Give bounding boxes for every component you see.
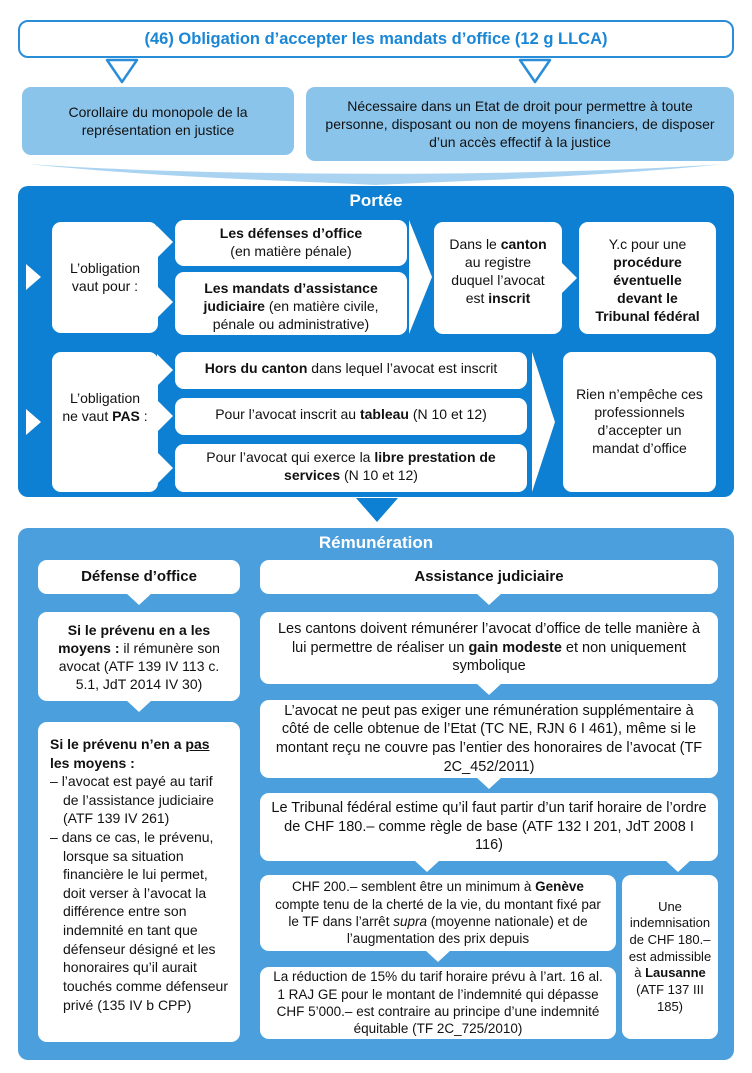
box-prevenu-sans-moyens: [38, 722, 240, 1042]
chevron-down-icon: [476, 777, 502, 789]
box-tarif-horaire: Le Tribunal fédéral estime qu’il faut partir d’un tarif horaire de l’ordre de CHF 180.– comme règle de base (ATF 132 I 201, JdT 2008 I 116): [260, 793, 718, 861]
box-title: Si le prévenu n’en a pas: [50, 736, 210, 752]
title-box: [18, 20, 734, 58]
box-geneve: [260, 875, 616, 951]
chevron-down-icon: [425, 950, 451, 962]
box-geneve-text: CHF 200.– semblent être un minimum à Genève compte tenu de la cherté de la vie, du montant fixé par le TF dans l’arrêt supra (moyenne nationale) et de l’augmentation des prix depuis: [275, 879, 601, 947]
right-triangle-icon: [26, 409, 41, 435]
box-defenses-office: [175, 220, 407, 266]
chevron-down-icon: [476, 593, 502, 605]
box-gain-modeste: Les cantons doivent rémunérer l’avocat d’office de telle manière à lui permettre de réaliser un gain modeste et non uniquement symbolique: [260, 612, 718, 684]
chevron-right-icon: [157, 226, 173, 258]
remuneration-header: Rémunération: [318, 533, 434, 552]
portee-panel: [18, 186, 734, 497]
down-triangle-outline-icon: [105, 58, 139, 84]
big-right-arrow-icon: [532, 352, 555, 492]
chevron-down-icon: [665, 860, 691, 872]
portee-header: Portée: [349, 191, 403, 210]
box-reduction-15: La réduction de 15% du tarif horaire prévu à l’art. 16 al. 1 RAJ GE pour le montant de l’indemnité qui dépasse CHF 5’000.– est contraire au principe d’une indemnité équitable (TF 2C_725/2010): [260, 967, 616, 1039]
box-tribunal-federal: Y.c pour une procédure éventuelle devant le Tribunal fédéral: [579, 222, 716, 334]
rest-text: (en matière civile, pénale ou administrative): [212, 297, 379, 332]
label-obligation-ne-vaut-pas: L’obligation ne vaut PAS :: [52, 352, 158, 492]
chevron-down-icon: [476, 683, 502, 695]
rest-text: (en matière pénale): [230, 243, 352, 259]
intro-left-text: Corollaire du monopole de la représentation en justice: [68, 103, 248, 138]
big-right-arrow-icon: [409, 220, 432, 334]
box-rien-empeche: Rien n’empêche ces professionnels d’accepter un mandat d’office: [563, 352, 716, 492]
intro-box-necessaire: [306, 87, 734, 161]
right-triangle-icon: [26, 264, 41, 290]
down-triangle-outline-icon: [518, 58, 552, 84]
box-hors-canton: Hors du canton dans lequel l’avocat est inscrit: [175, 352, 527, 389]
brace-down-icon: [28, 163, 724, 185]
list-item: – l’avocat est payé au tarif de l’assistance judiciaire (ATF 139 IV 261): [50, 773, 214, 827]
dash-bullet: –: [50, 773, 58, 790]
chevron-down-icon: [126, 700, 152, 712]
box-title-line2: les moyens :: [50, 754, 135, 771]
box-lausanne-text: Une indemnisation de CHF 180.– est admissible à Lausanne (ATF 137 III 185): [628, 898, 712, 1014]
box-canton-inscrit: Dans le canton au registre duquel l’avocat est inscrit: [434, 222, 562, 334]
chevron-right-icon: [157, 452, 173, 484]
box-lausanne: [622, 875, 718, 1039]
chevron-down-icon: [126, 593, 152, 605]
box-tableau: Pour l’avocat inscrit au tableau (N 10 et 12): [175, 398, 527, 435]
list-item: – dans ce cas, le prévenu, lorsque sa situation financière le lui permet, doit verser à l’avocat la différence entre son indemnité en tant que défenseur désigné et les honoraires qu’il aurait touchés comme défenseur privé (135 IV b CPP): [50, 829, 228, 1013]
bold-text: Les défenses d’office: [219, 225, 363, 242]
label-text: L’obligation vaut pour :: [69, 259, 141, 294]
remuneration-panel: [18, 528, 734, 1060]
header-defense-office: Défense d’office: [38, 560, 240, 594]
box-libre-prestation: Pour l’avocat qui exerce la libre prestation de services (N 10 et 12): [175, 444, 527, 492]
chevron-right-icon: [561, 262, 577, 294]
bold-text: Les mandats d’assistance judiciaire: [203, 280, 378, 314]
box-mandats-assistance: [175, 272, 407, 335]
chevron-right-icon: [157, 286, 173, 318]
chevron-right-icon: [157, 400, 173, 432]
down-arrow-icon: [356, 498, 398, 522]
header-assistance-judiciaire: Assistance judiciaire: [260, 560, 718, 594]
intro-box-corollaire: [22, 87, 294, 155]
box-remuneration-supplementaire: L’avocat ne peut pas exiger une rémunération supplémentaire à côté de celle obtenue de l’Etat (TC NE, RJN 6 I 461), même si le montant reçu ne couvre pas l’entier des honoraires de l’avocat (TF 2C_452/2011): [260, 700, 718, 778]
intro-right-text: Nécessaire dans un Etat de droit pour permettre à toute personne, disposant ou non de moyens financiers, de disposer d’un accès effectif à la justice: [325, 97, 715, 151]
dash-bullet: –: [50, 829, 58, 846]
chevron-down-icon: [414, 860, 440, 872]
page-title: (46) Obligation d’accepter les mandats d’office (12 g LLCA): [144, 29, 608, 48]
box-prevenu-a-moyens: Si le prévenu en a les moyens : il rémunère son avocat (ATF 139 IV 113 c. 5.1, JdT 2014 IV 30): [38, 612, 240, 701]
chevron-right-icon: [157, 354, 173, 386]
label-obligation-vaut: [52, 222, 158, 333]
